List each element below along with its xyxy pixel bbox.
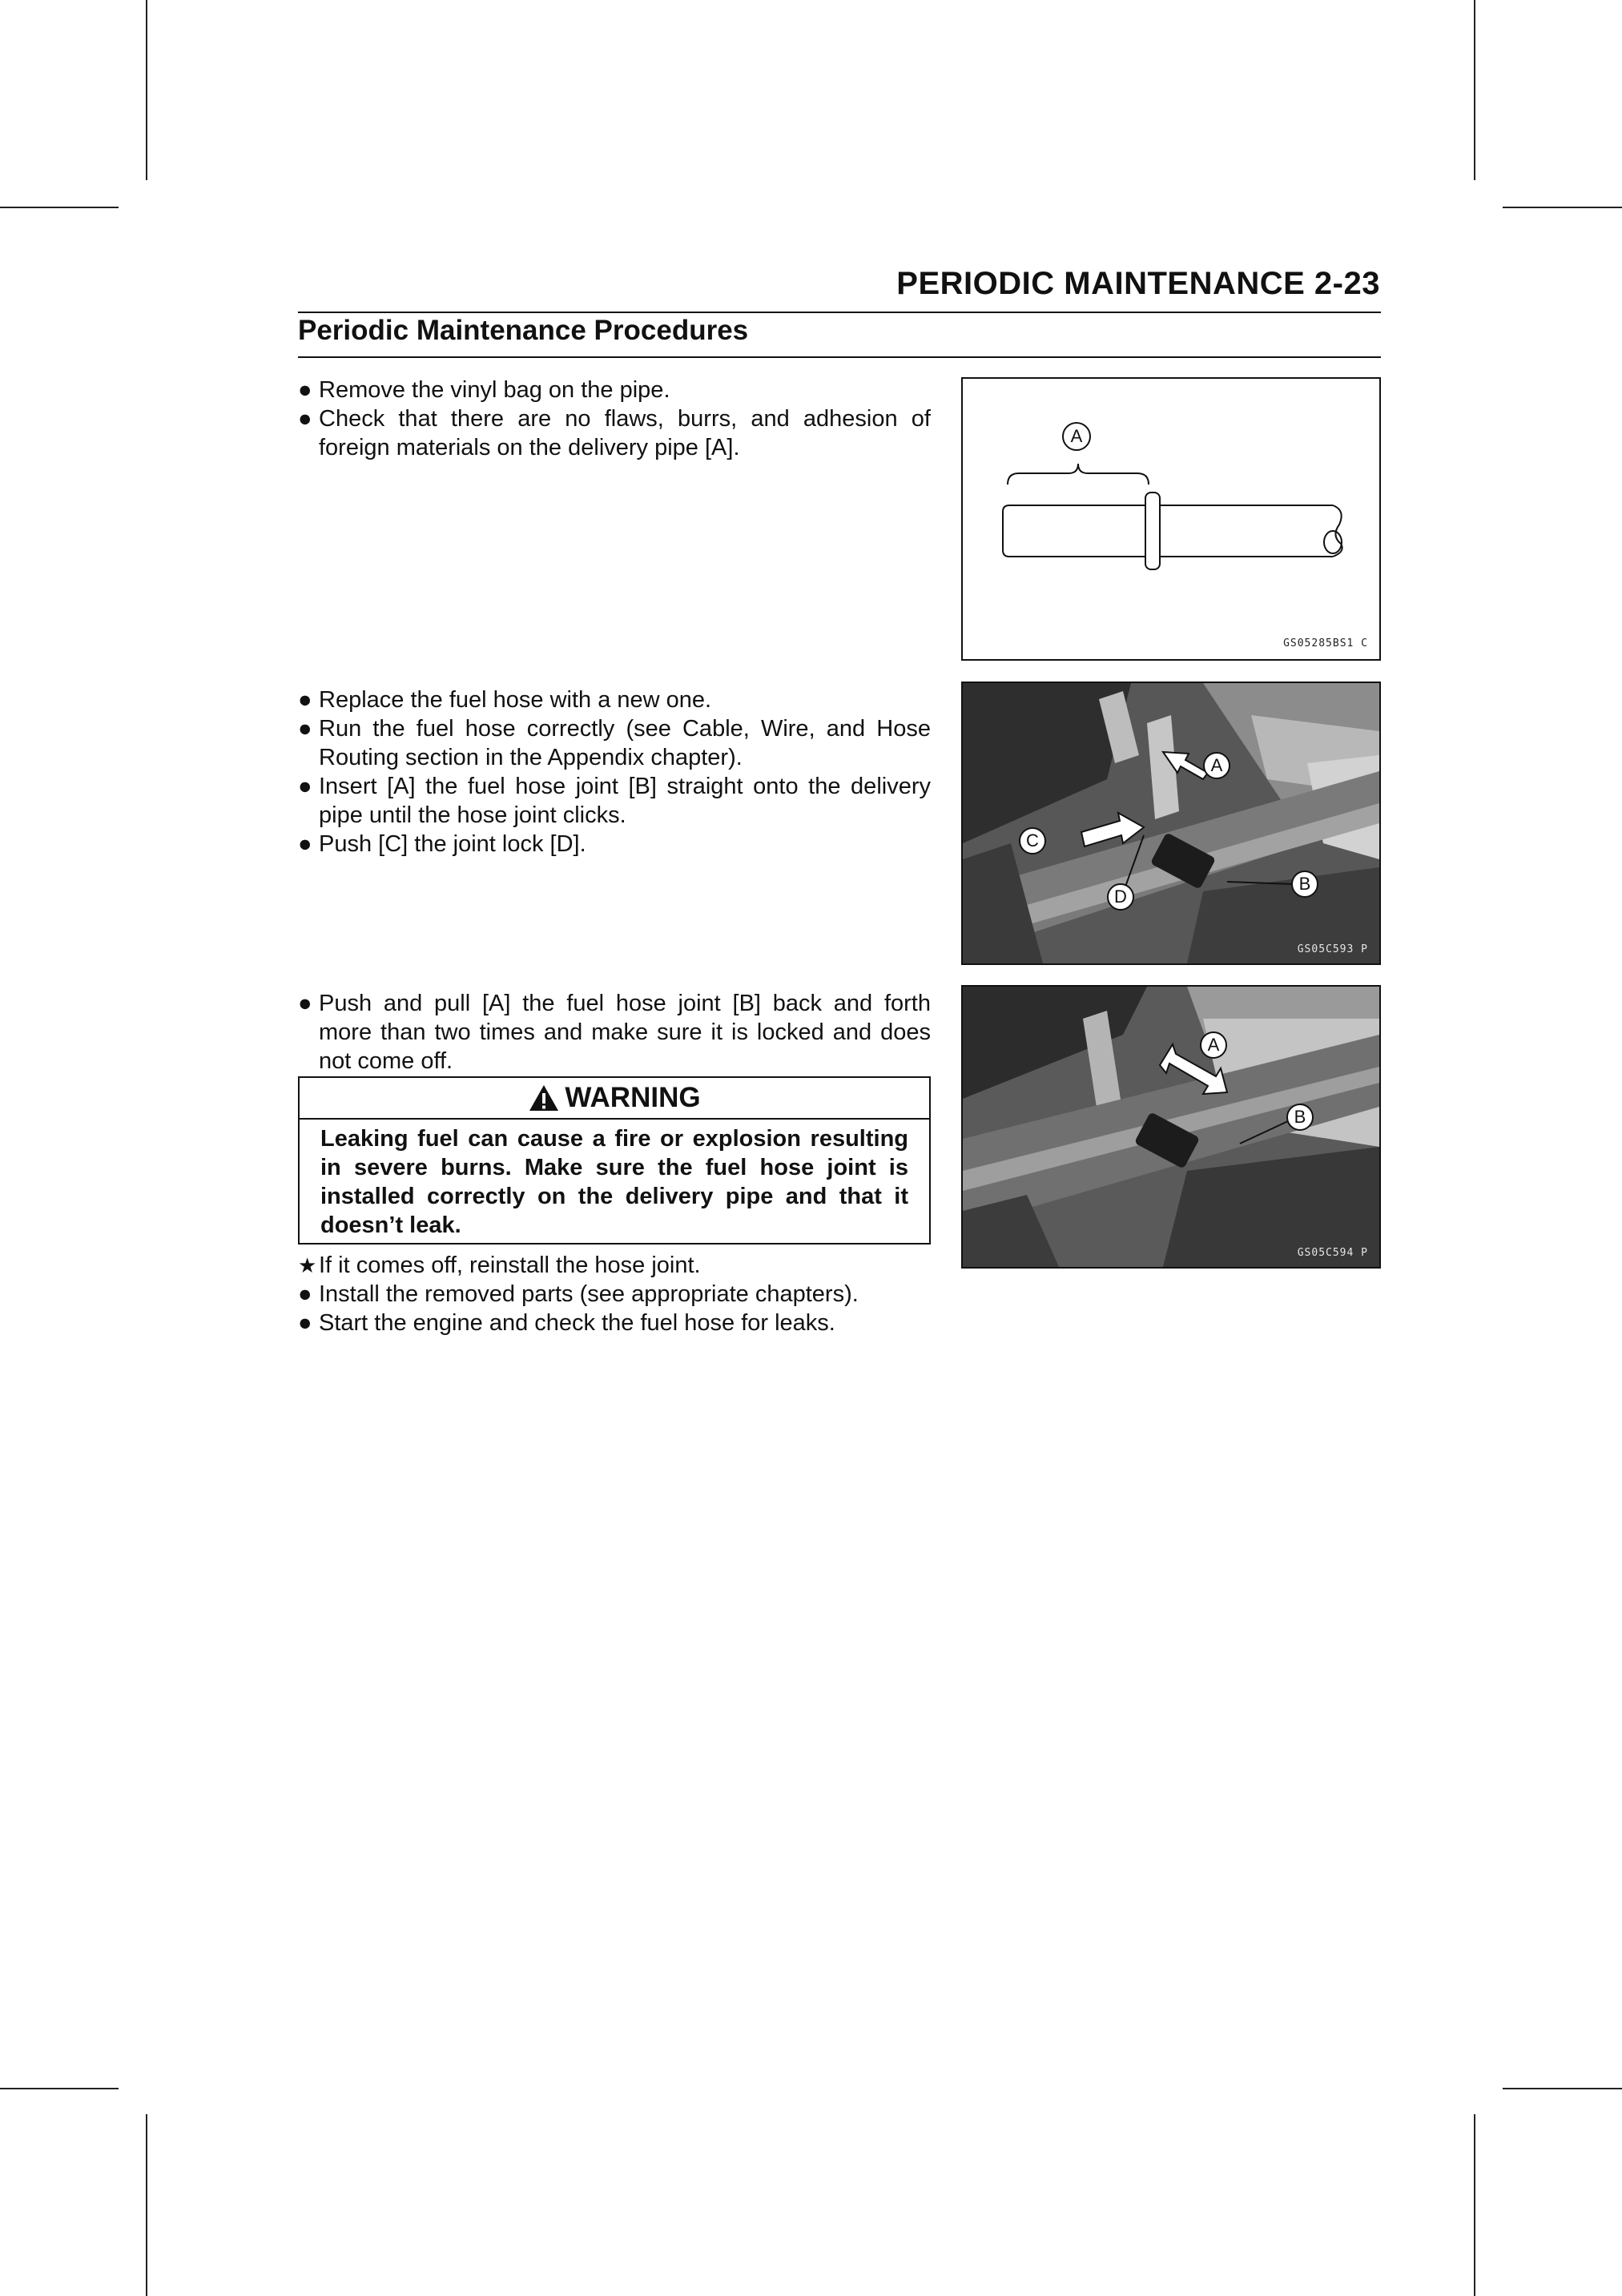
header-rule: [298, 312, 1381, 313]
step-text: Push and pull [A] the fuel hose joint [B] back and forth more than two times and make sure it is locked and does not come off.: [319, 991, 931, 1074]
callout-a: [1203, 752, 1230, 779]
callout-label: B: [1298, 874, 1311, 894]
step-item: [298, 772, 931, 830]
crop-mark: [0, 2088, 119, 2089]
bullet-icon: ●: [298, 406, 312, 432]
callout-b: [1286, 1104, 1314, 1131]
step-item: [298, 989, 931, 1076]
bullet-icon: ●: [298, 1310, 312, 1336]
figure-delivery-pipe: [961, 377, 1381, 661]
section-title: Periodic Maintenance Procedures: [298, 315, 749, 346]
figure-hose-insertion-photo: [961, 682, 1381, 965]
figure-code: GS05C594 P: [1297, 1247, 1368, 1259]
step-item: [298, 714, 931, 772]
bullet-icon: ●: [298, 1281, 312, 1307]
step-list: [298, 686, 931, 858]
warning-title: WARNING: [565, 1082, 701, 1113]
chapter-title: PERIODIC MAINTENANCE 2-23: [896, 266, 1380, 301]
callout-label: B: [1294, 1107, 1306, 1127]
callout-b: [1291, 871, 1318, 898]
section-rule: [298, 356, 1381, 358]
step-item: [298, 830, 931, 858]
bullet-icon: ●: [298, 377, 312, 403]
step-list: [298, 1251, 931, 1337]
callout-label: A: [1210, 755, 1223, 775]
step-item: [298, 404, 931, 462]
step-text: Insert [A] the fuel hose joint [B] straight onto the delivery pipe until the hose joint clicks.: [319, 774, 931, 828]
star-icon: ★: [298, 1253, 317, 1277]
callout-d: [1107, 883, 1134, 911]
bullet-icon: ●: [298, 991, 312, 1016]
step-list: [298, 989, 931, 1076]
callout-a: [1200, 1031, 1227, 1059]
step-text: Push [C] the joint lock [D].: [319, 831, 586, 857]
crop-mark: [0, 207, 119, 208]
step-item: [298, 686, 931, 714]
bullet-icon: ●: [298, 687, 312, 713]
crop-mark: [1474, 0, 1475, 180]
callout-a: [1062, 422, 1091, 451]
callout-c: [1019, 827, 1046, 854]
step-item: [298, 1251, 931, 1280]
step-text: Replace the fuel hose with a new one.: [319, 687, 712, 713]
delivery-pipe-illustration: [963, 379, 1379, 659]
step-text: Check that there are no flaws, burrs, and adhesion of foreign materials on the delivery pipe [A].: [319, 406, 931, 460]
crop-mark: [1503, 2088, 1622, 2089]
step-text: If it comes off, reinstall the hose joint.: [319, 1253, 701, 1278]
figure-push-pull-photo: [961, 985, 1381, 1269]
callout-label: C: [1026, 830, 1039, 850]
warning-box: [298, 1076, 931, 1245]
crop-mark: [1474, 2114, 1475, 2296]
engine-photo-illustration: [963, 683, 1379, 963]
callout-label: A: [1070, 426, 1083, 446]
engine-photo-illustration: [963, 987, 1379, 1267]
figure-code: GS05285BS1 C: [1283, 637, 1368, 649]
warning-text: Leaking fuel can cause a fire or explosion resulting in severe burns. Make sure the fuel hose joint is installed correctly on the delivery pipe and that it doesn’t leak.: [320, 1126, 908, 1238]
step-item: [298, 1280, 931, 1309]
step-text: Run the fuel hose correctly (see Cable, Wire, and Hose Routing section in the Appendix chapter).: [319, 716, 931, 770]
step-text: Remove the vinyl bag on the pipe.: [319, 377, 670, 403]
callout-label: A: [1207, 1035, 1220, 1055]
step-text: Start the engine and check the fuel hose for leaks.: [319, 1310, 835, 1336]
warning-header: [300, 1078, 929, 1120]
crop-mark: [1503, 207, 1622, 208]
callout-label: D: [1114, 887, 1127, 907]
bullet-icon: ●: [298, 716, 312, 742]
crop-mark: [146, 2114, 147, 2296]
bullet-icon: ●: [298, 774, 312, 799]
warning-triangle-icon: [528, 1084, 560, 1112]
figure-code: GS05C593 P: [1297, 943, 1368, 955]
crop-mark: [146, 0, 147, 180]
bullet-icon: ●: [298, 831, 312, 857]
step-item: [298, 376, 931, 404]
step-text: Install the removed parts (see appropriate chapters).: [319, 1281, 859, 1307]
step-item: [298, 1309, 931, 1337]
step-list: [298, 376, 931, 462]
